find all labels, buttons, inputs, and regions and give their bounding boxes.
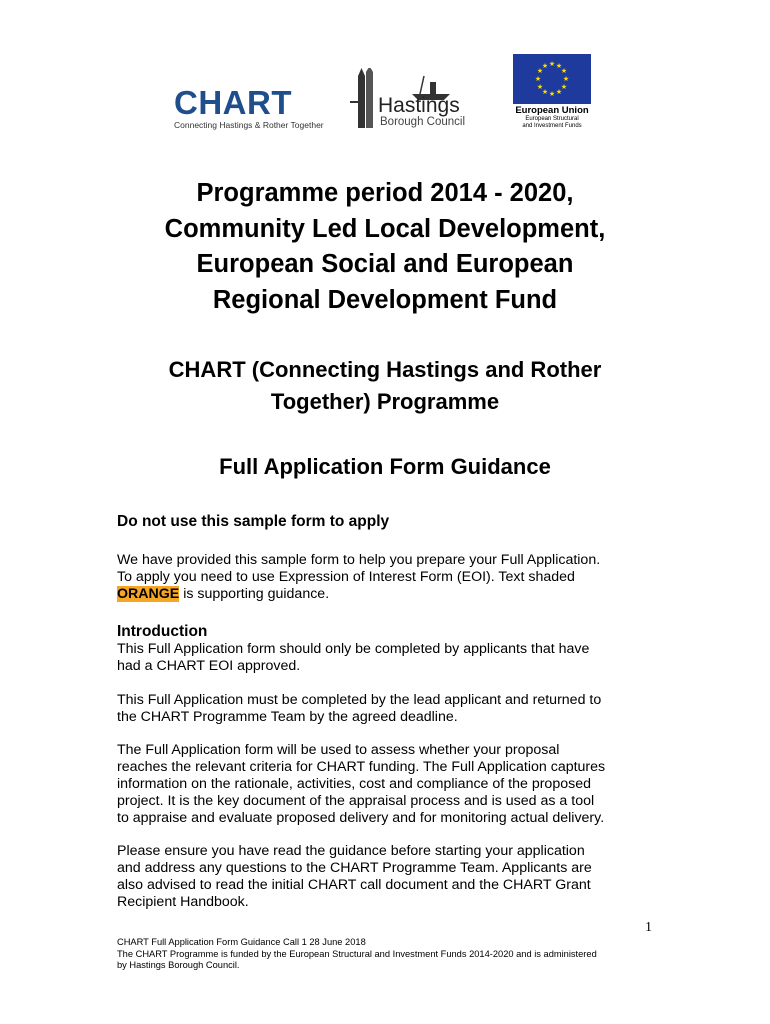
intro-line: project. It is the key document of the appraisal process and is used as a tool [117,793,595,809]
intro-line: and address any questions to the CHART Programme Team. Applicants are [117,860,592,876]
svg-text:★: ★ [534,75,542,83]
chart-logo-name: CHART [174,84,292,121]
svg-text:★: ★ [548,60,556,68]
intro-paragraph-4 [117,843,662,911]
chart-logo-tagline: Connecting Hastings & Rother Together [174,120,324,130]
intro-line: to appraise and evaluate proposed delivery and for monitoring actual delivery. [117,810,605,826]
notice-line [117,586,662,603]
eu-logo-title: European Union [515,105,589,116]
notice-line-rest: is supporting guidance. [179,586,330,602]
intro-line: Please ensure you have read the guidance before starting your application [117,843,585,859]
introduction-heading: Introduction [117,623,208,640]
intro-line: had a CHART EOI approved. [117,658,301,674]
intro-line: Recipient Handbook. [117,894,249,910]
footer-line: The CHART Programme is funded by the European Structural and Investment Funds 2014-2020 and is administered [117,948,597,959]
title-line: Regional Development Fund [212,285,558,314]
introduction-section [117,622,662,675]
hastings-logo-name: Hastings [378,94,460,117]
intro-line: This Full Application form should only be completed by applicants that have [117,641,590,657]
intro-line: The Full Application form will be used to assess whether your proposal [117,742,560,758]
footer-line: by Hastings Borough Council. [117,960,240,971]
guidance-title-text: Full Application Form Guidance [219,454,551,479]
hastings-logo-subtitle: Borough Council [380,116,466,128]
eu-flag-icon [513,54,591,104]
intro-paragraph-2 [117,692,662,726]
title-line: European Social and European [196,250,574,278]
svg-text:★: ★ [536,67,544,75]
subtitle-line: CHART (Connecting Hastings and Rother [168,357,602,382]
intro-paragraph-3 [117,742,662,827]
svg-text:★: ★ [541,88,549,96]
title-line: Programme period 2014 - 2020, [196,179,574,207]
intro-line: also advised to read the initial CHART call document and the CHART Grant [117,877,591,893]
document-title [60,176,710,318]
intro-line: information on the rationale, activities, cost and compliance of the proposed [117,776,591,792]
notice-paragraph [117,552,662,603]
notice-section [117,513,662,530]
orange-highlight: ORANGE [117,586,180,602]
notice-heading: Do not use this sample form to apply [117,513,390,530]
page-footer [117,937,677,972]
intro-line: This Full Application must be completed by the lead applicant and returned to [117,692,602,708]
svg-text:★: ★ [555,62,563,70]
hastings-logo [350,68,470,130]
intro-line: reaches the relevant criteria for CHART funding. The Full Application captures [117,759,606,775]
svg-text:★: ★ [536,83,544,91]
eu-logo-subtitle-1: European Structural [525,116,579,122]
guidance-title [60,451,710,483]
footer-line: CHART Full Application Form Guidance Call 1 28 June 2018 [117,937,366,947]
notice-line: We have provided this sample form to help you prepare your Full Application. [117,552,601,568]
notice-line: To apply you need to use Expression of Interest Form (EOI). Text shaded [117,569,575,585]
intro-line: the CHART Programme Team by the agreed deadline. [117,709,458,725]
svg-text:★: ★ [541,62,549,70]
svg-text:★: ★ [560,83,568,91]
eu-logo-subtitle-2: and Investment Funds [522,123,582,129]
svg-text:★: ★ [555,88,563,96]
svg-text:★: ★ [560,67,568,75]
svg-text:★: ★ [548,90,556,98]
hastings-net-shop-icon [350,68,380,130]
chart-logo [174,84,324,130]
page-number: 1 [645,920,652,935]
eu-logo [512,54,592,134]
svg-text:★: ★ [562,75,570,83]
programme-subtitle [60,354,710,418]
subtitle-line: Together) Programme [270,389,500,414]
title-line: Community Led Local Development, [164,214,606,243]
